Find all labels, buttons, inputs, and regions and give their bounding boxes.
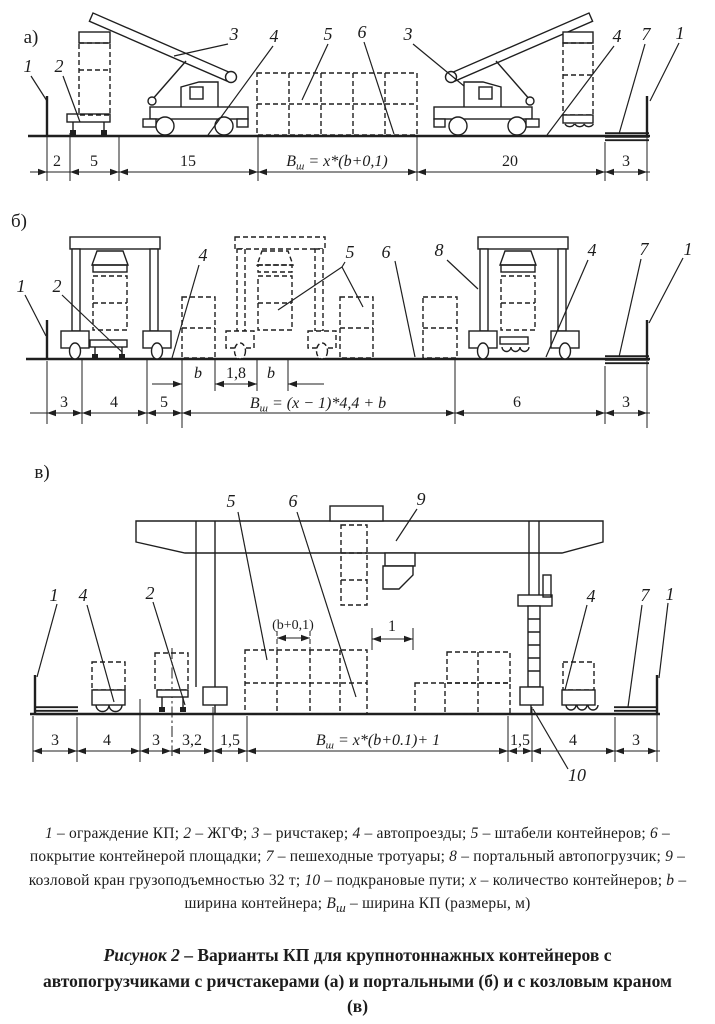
callout-label: 7	[641, 24, 651, 44]
legend-item: 2 – ЖГФ;	[183, 825, 252, 842]
dimension-label: 1,8	[226, 365, 246, 382]
diagram-section-a	[0, 0, 715, 200]
dimension-label: 3	[622, 153, 630, 170]
zhgf-stand	[67, 114, 110, 135]
callout-label: 1	[683, 239, 693, 259]
legend-item: x – количество контейнеров;	[469, 871, 667, 889]
gantry-crane	[136, 506, 603, 714]
callout-label: 5	[323, 24, 333, 44]
callout-label: 2	[145, 583, 155, 603]
legend-item: 5 – штабели контейнеров;	[470, 825, 651, 842]
dimension-label: 5	[90, 153, 98, 170]
caption-prefix: Рисунок 2	[103, 945, 180, 966]
pedestrian-walkway	[605, 133, 649, 140]
dimension-label: 2	[53, 153, 61, 170]
pedestrian-walkway	[605, 356, 649, 363]
trailer-bogie	[500, 337, 529, 352]
dimension-label: 15	[180, 153, 196, 170]
width-formula: $В_ш = (x - 1)*4,4 + b$	[249, 395, 387, 415]
callout-label: 2	[52, 276, 62, 296]
fence-icon	[47, 96, 647, 137]
callout-label: 4	[612, 26, 622, 46]
dimension-label: 1	[388, 618, 396, 635]
vehicle	[92, 662, 125, 712]
reachstacker	[89, 13, 248, 135]
callout-label: 5	[226, 491, 236, 511]
callout-label: 5	[345, 242, 355, 262]
callout-label: 4	[586, 586, 596, 606]
callout-label: 6	[288, 491, 298, 511]
dimension-label: b	[267, 365, 275, 382]
callout-label: 6	[381, 242, 391, 262]
dimension-label: 3	[152, 732, 160, 749]
dimension-label: 1,5	[510, 732, 530, 749]
portal-loader-ghost	[226, 237, 336, 359]
dimension-label: 3	[622, 394, 630, 411]
dimension-line	[33, 699, 660, 762]
callout-label: 4	[78, 585, 88, 605]
container-column	[79, 32, 110, 115]
legend-item: b – ширина контейнера;	[184, 871, 687, 912]
callout-label: 4	[198, 245, 208, 265]
callout-label: 4	[269, 26, 279, 46]
callout-label: 8	[434, 240, 444, 260]
dimension-label: 4	[103, 732, 111, 749]
dimension-label: 3	[632, 732, 640, 749]
diagram-section-v	[0, 445, 715, 800]
callout-label: 10	[568, 765, 586, 785]
legend-item: 9 – козловой кран грузоподъемностью 32 т;	[28, 848, 686, 889]
dimension-label: 1,5	[220, 732, 240, 749]
callout-label: 1	[665, 584, 675, 604]
legend-item: 3 – ричстакер;	[251, 825, 353, 842]
callout-label: 2	[54, 56, 64, 76]
callout-label: 1	[23, 56, 33, 76]
callout-label: 3	[403, 24, 413, 44]
caption-dash: –	[179, 945, 198, 966]
callout-label: 3	[229, 24, 239, 44]
section-tag-v: в)	[34, 462, 50, 483]
width-formula: $В_ш = x*(b+0,1)$	[286, 153, 388, 173]
dimension-label: 3	[51, 732, 59, 749]
figure-caption	[34, 943, 682, 1019]
diagram-section-b	[0, 200, 715, 445]
container-stack	[257, 73, 417, 135]
width-formula: $В_ш = x*(b+0.1)+ 1$	[315, 732, 441, 752]
callout-label: 1	[49, 585, 59, 605]
callout-label: 1	[675, 23, 685, 43]
callout-label: 9	[416, 489, 426, 509]
callout-label: 7	[639, 239, 649, 259]
callout-label: 6	[357, 22, 367, 42]
callout-label: 1	[16, 276, 26, 296]
legend-item: $В_ш$ – ширина КП (размеры, м)	[326, 894, 531, 915]
caption-text: Варианты КП для крупнотоннажных контейнеров с автопогрузчиками с ричстакерами (а) и портальными (б) и с козловым краном (в)	[43, 945, 672, 1016]
legend-item: 7 – пешеходные тротуары;	[265, 848, 450, 866]
dimension-line	[30, 359, 650, 428]
legend-item: 10 – подкрановые пути;	[304, 871, 470, 889]
section-tag-a: а)	[23, 27, 39, 48]
dimension-label: 4	[110, 394, 118, 411]
section-tag-b: б)	[11, 211, 27, 232]
dimension-label: (b+0,1)	[272, 618, 314, 633]
dimension-label: 5	[160, 394, 168, 411]
callout-label: 7	[640, 585, 650, 605]
legend-item: 4 – автопроезды;	[352, 825, 471, 842]
dimension-label: 3,2	[182, 732, 202, 749]
container-stack	[245, 650, 510, 714]
dimension-label: 3	[60, 394, 68, 411]
legend-item: 1 – ограждение КП;	[44, 825, 184, 842]
callout-label: 4	[587, 240, 597, 260]
zhgf-stand	[90, 340, 127, 358]
vehicle	[562, 662, 598, 710]
dimension-label: 6	[513, 394, 521, 411]
dimension-label: b	[194, 365, 202, 382]
dimension-label: 4	[569, 732, 577, 749]
legend-item: 6 – покрытие контейнерой площадки;	[29, 825, 671, 866]
dimension-label: 20	[502, 153, 518, 170]
legend-item: 8 – портальный автопогрузчик;	[449, 848, 666, 866]
legend	[12, 822, 704, 917]
